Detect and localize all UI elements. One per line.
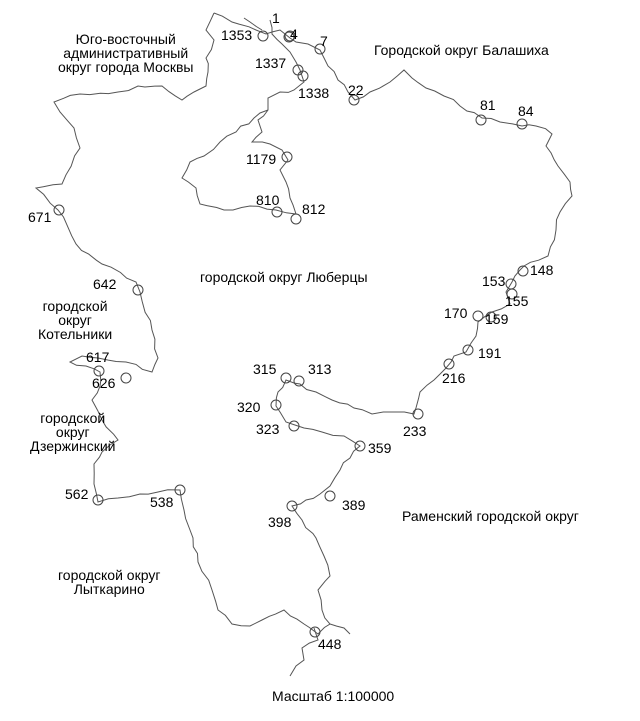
survey-point-marker [272,207,282,217]
survey-point-marker [291,214,301,224]
region-label-line: Дзержинский [30,438,116,454]
survey-point-label: 233 [403,423,427,439]
survey-point-label: 155 [505,293,529,309]
region-label-line: Лыткарино [73,581,145,597]
region-label-lytkarino [58,568,160,596]
survey-point-marker [473,311,483,321]
region-label-ramensky [402,509,579,523]
region-label-kotelniki [38,299,112,341]
survey-point-marker [517,119,527,129]
survey-point-label: 671 [28,209,52,225]
survey-point-label: 810 [256,192,280,208]
survey-point-marker [325,491,335,501]
survey-point-label: 153 [482,273,506,289]
region-label-dzerzhinsky [30,411,115,453]
region-label-balashikha [374,43,549,57]
map-scale: Масштаб 1:100000 [272,688,395,704]
survey-point-label: 359 [368,440,392,456]
survey-point-label: 1179 [246,151,277,167]
survey-point-label: 216 [442,370,466,386]
survey-point-label: 81 [480,97,496,113]
region-label-line: городской [40,410,106,426]
southern-boundary-tail [244,18,350,676]
survey-point-label: 1338 [298,85,330,101]
survey-point-label: 812 [302,201,326,217]
survey-point-label: 626 [92,375,116,391]
survey-point-label: 170 [444,305,468,321]
survey-point-marker [54,205,64,215]
region-label-lyubertsy [200,270,368,284]
survey-point-label: 1353 [221,27,253,43]
survey-point-label: 191 [478,345,502,361]
survey-point-marker [121,373,131,383]
region-label-line: Котельники [38,326,113,342]
survey-point-label: 313 [308,361,332,377]
survey-point-label: 617 [86,349,110,365]
region-label-line: округ [58,312,92,328]
survey-point-label: 398 [268,514,292,530]
survey-point-label: 4 [290,26,298,42]
survey-point-marker [294,376,304,386]
survey-point-label: 22 [348,82,364,98]
survey-point-marker [463,345,473,355]
region-label-line: городской [42,298,108,314]
survey-point-label: 1 [272,10,280,26]
inner-boundary-line [182,20,304,214]
survey-point-label: 323 [256,421,280,437]
region-label-line: городской округ [58,567,161,583]
inner-boundary-polyline [182,20,304,214]
survey-point-markers [54,31,528,637]
survey-point-label: 642 [93,276,117,292]
survey-point-marker [476,115,486,125]
survey-point-label: 538 [150,494,174,510]
survey-point-marker [281,373,291,383]
survey-point-label: 448 [318,636,342,652]
survey-point-label: 7 [320,33,328,49]
survey-point-label: 84 [518,103,534,119]
region-label-line: городской округ Люберцы [200,269,368,285]
region-label-line: округ [55,424,90,440]
region-label-line: административный [63,45,189,61]
survey-point-label: 1337 [255,55,287,71]
region-label-line: Городской округ Балашиха [374,42,549,58]
region-label-line: Юго-восточный [75,31,176,47]
tail-boundary-polyline [290,628,318,676]
region-label-southeast-moscow [58,32,193,74]
survey-point-label: 320 [237,399,261,415]
region-label-line: Раменский городской округ [402,508,579,524]
survey-point-label: 159 [485,311,509,327]
survey-point-label: 148 [530,262,554,278]
tail-branch-polyline [330,624,350,634]
survey-point-label: 315 [253,361,277,377]
region-label-line: округ города Москвы [58,59,194,75]
survey-point-label: 562 [65,486,89,502]
survey-point-label: 389 [342,497,366,513]
